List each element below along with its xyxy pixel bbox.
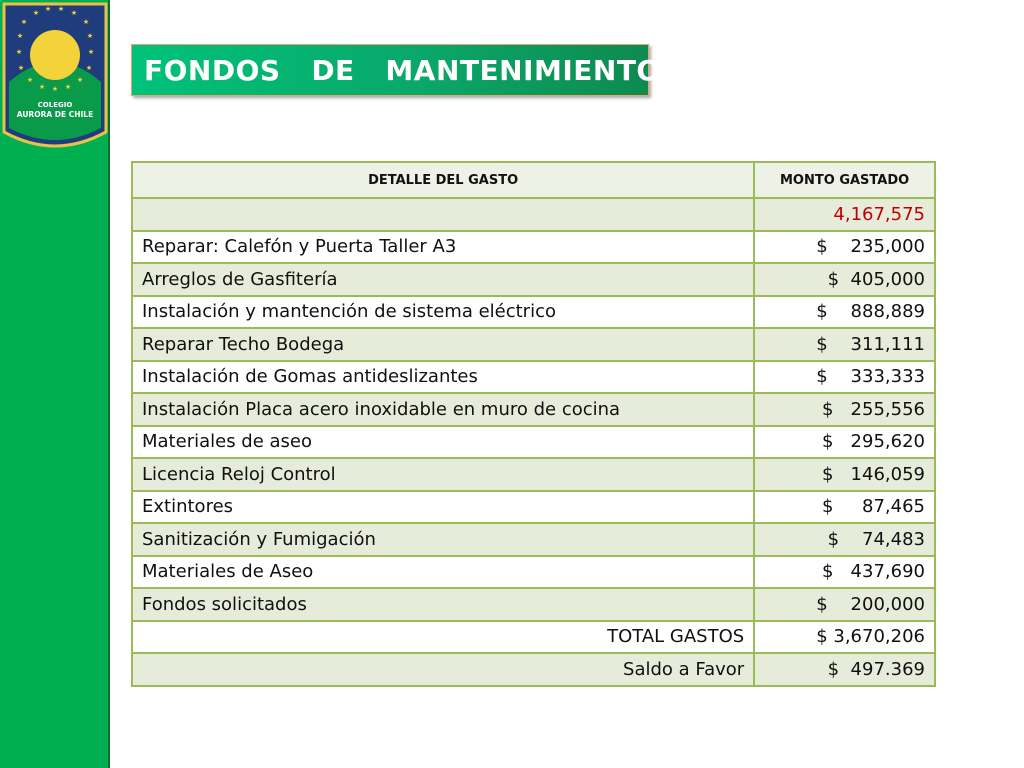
svg-text:★: ★ <box>86 32 94 40</box>
balance-label: Saldo a Favor <box>132 653 754 686</box>
title-banner <box>131 44 661 96</box>
detail-cell: Instalación Placa acero inoxidable en muro de cocina <box>132 393 754 426</box>
table-row <box>132 361 935 394</box>
svg-text:★: ★ <box>57 5 65 13</box>
table-row <box>132 523 935 556</box>
header-amount: MONTO GASTADO <box>754 162 935 198</box>
detail-cell: Reparar: Calefón y Puerta Taller A3 <box>132 231 754 264</box>
expense-table <box>131 161 936 687</box>
table-row-balance <box>132 653 935 686</box>
header-detail: DETALLE DEL GASTO <box>132 162 754 198</box>
svg-text:★: ★ <box>64 83 72 91</box>
page-title: FONDOS DE MANTENIMIENTO <box>144 54 661 87</box>
svg-text:★: ★ <box>15 48 23 56</box>
detail-cell: Instalación de Gomas antideslizantes <box>132 361 754 394</box>
svg-text:★: ★ <box>26 76 34 84</box>
amount-cell: $ 295,620 <box>754 426 935 459</box>
detail-cell: Extintores <box>132 491 754 524</box>
table-row-total <box>132 621 935 654</box>
svg-text:★: ★ <box>44 5 52 13</box>
amount-cell: $ 888,889 <box>754 296 935 329</box>
table-row-opening <box>132 198 935 231</box>
balance-value: $ 497.369 <box>754 653 935 686</box>
amount-cell: $ 74,483 <box>754 523 935 556</box>
detail-cell: Reparar Techo Bodega <box>132 328 754 361</box>
svg-text:★: ★ <box>51 85 59 93</box>
svg-text:★: ★ <box>38 83 46 91</box>
amount-cell: $ 311,111 <box>754 328 935 361</box>
svg-text:★: ★ <box>70 9 78 17</box>
table-row <box>132 393 935 426</box>
amount-cell: $ 333,333 <box>754 361 935 394</box>
svg-text:★: ★ <box>85 64 93 72</box>
amount-cell: $ 146,059 <box>754 458 935 491</box>
detail-cell: Arreglos de Gasfitería <box>132 263 754 296</box>
table-row <box>132 231 935 264</box>
detail-cell: Sanitización y Fumigación <box>132 523 754 556</box>
table-row <box>132 556 935 589</box>
logo-line-2: AURORA DE CHILE <box>16 110 94 119</box>
svg-text:★: ★ <box>17 64 25 72</box>
detail-cell: Materiales de Aseo <box>132 556 754 589</box>
svg-text:★: ★ <box>20 18 28 26</box>
svg-text:★: ★ <box>76 76 84 84</box>
total-value: $ 3,670,206 <box>754 621 935 654</box>
amount-cell: $ 200,000 <box>754 588 935 621</box>
amount-cell: $ 235,000 <box>754 231 935 264</box>
opening-balance-cell: 4,167,575 <box>754 198 935 231</box>
svg-text:★: ★ <box>87 48 95 56</box>
logo-line-1: COLEGIO <box>37 101 73 109</box>
table-row <box>132 426 935 459</box>
table-row <box>132 588 935 621</box>
svg-text:★: ★ <box>16 32 24 40</box>
detail-cell: Materiales de aseo <box>132 426 754 459</box>
table-row <box>132 263 935 296</box>
detail-cell: Licencia Reloj Control <box>132 458 754 491</box>
table-row <box>132 491 935 524</box>
table-row <box>132 328 935 361</box>
amount-cell: $ 437,690 <box>754 556 935 589</box>
amount-cell: $ 255,556 <box>754 393 935 426</box>
total-label: TOTAL GASTOS <box>132 621 754 654</box>
amount-cell: $ 405,000 <box>754 263 935 296</box>
detail-cell: Instalación y mantención de sistema eléctrico <box>132 296 754 329</box>
school-crest-logo <box>0 0 110 150</box>
svg-text:★: ★ <box>32 9 40 17</box>
table-header-row <box>132 162 935 198</box>
svg-text:★: ★ <box>82 18 90 26</box>
detail-cell: Fondos solicitados <box>132 588 754 621</box>
table-row <box>132 458 935 491</box>
opening-detail-cell <box>132 198 754 231</box>
table-row <box>132 296 935 329</box>
amount-cell: $ 87,465 <box>754 491 935 524</box>
